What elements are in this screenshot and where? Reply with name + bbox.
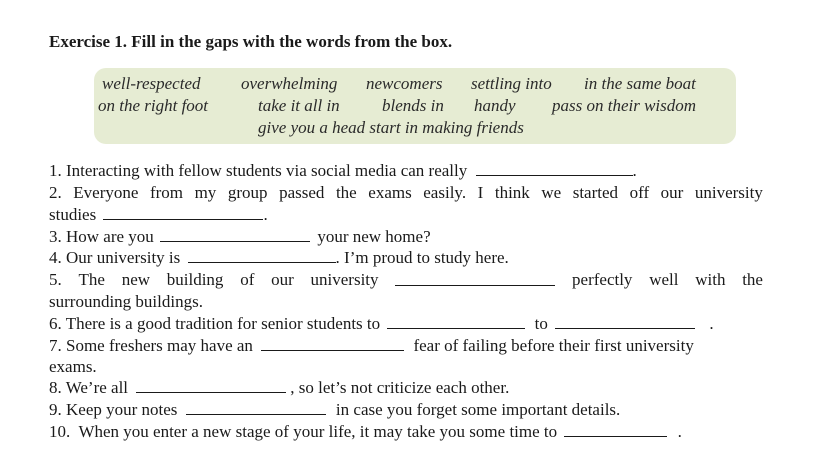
sentence-text: , so let’s not criticize each other. [290,378,510,397]
sentence-text: studies [49,205,97,224]
sentence-text: 10. When you enter a new stage of your life, it may take you some time to [49,422,558,441]
sentence-text: . [632,161,637,180]
answer-blank[interactable] [103,205,263,220]
sentence-word: 2. [49,183,62,202]
sentence-word: started [572,183,619,202]
sentence-word: perfectly [572,270,633,289]
sentence-word: Everyone [73,183,139,202]
sentence-1 [49,161,763,181]
word-box-word: blends in [382,96,444,115]
answer-blank[interactable] [160,227,310,242]
word-box-word: give you a head start in making friends [258,118,524,137]
sentence-word: my [194,183,217,202]
sentence-word: think [494,183,530,202]
sentence-text: surrounding buildings. [49,292,203,311]
sentence-text: . [263,205,268,224]
sentence-text: to [534,314,548,333]
sentence-word: group [227,183,268,202]
sentence-word: university [694,183,763,202]
sentence-2 [49,183,763,203]
word-box-word: well-respected [102,74,201,93]
sentence-word: exams [368,183,412,202]
answer-blank[interactable] [136,378,286,393]
answer-blank[interactable] [186,400,326,415]
sentence-text: 9. Keep your notes [49,400,178,419]
sentence-text: exams. [49,357,97,376]
sentence-word: the [335,183,357,202]
answer-blank[interactable] [188,248,336,263]
sentence-text: 4. Our university is [49,248,181,267]
sentence-word: from [149,183,184,202]
sentence-word: passed [279,183,325,202]
sentence-4 [49,248,763,268]
word-box-word: newcomers [366,74,443,93]
sentence-word: The [78,270,105,289]
answer-blank[interactable] [555,314,695,329]
sentence-9 [49,400,763,420]
word-box-word: take it all in [258,96,340,115]
sentence-text: your new home? [317,227,431,246]
sentence-text: . [677,422,682,441]
word-box-word: pass on their wisdom [552,96,697,115]
answer-blank[interactable] [564,422,667,437]
sentence-text: . I’m proud to study here. [335,248,509,267]
sentence-word: building [166,270,224,289]
sentence-8 [49,378,763,398]
sentence-word: our [660,183,684,202]
sentence-5 [49,270,763,290]
sentence-word: university [310,270,379,289]
sentence-text: . [709,314,714,333]
word-box-word: in the same boat [584,74,696,93]
sentence-text: in case you forget some important details. [335,400,621,419]
sentence-word: of [240,270,255,289]
sentence-word: easily. [423,183,467,202]
sentence-2-cont [49,205,763,225]
word-box-word: overwhelming [241,74,338,93]
answer-blank[interactable] [476,161,633,176]
sentence-word: the [742,270,763,289]
sentence-word: I [477,183,484,202]
sentence-word: off [629,183,650,202]
exercise-title: Exercise 1. Fill in the gaps with the words from the box. [49,32,453,51]
answer-blank[interactable] [387,314,525,329]
sentence-text: 1. Interacting with fellow students via social media can really [49,161,468,180]
sentence-word: our [271,270,294,289]
sentence-7 [49,336,763,356]
word-box-word: on the right foot [98,96,209,115]
sentence-word: we [541,183,562,202]
sentence-text: 8. We’re all [49,378,129,397]
sentence-word: with [695,270,726,289]
answer-blank[interactable] [395,271,555,286]
sentence-text: 3. How are you [49,227,154,246]
sentence-word: well [649,270,679,289]
sentence-6 [49,314,763,334]
sentence-text: fear of failing before their first university [413,336,694,355]
answer-blank[interactable] [261,336,404,351]
sentence-word: 5. [49,270,62,289]
sentence-3 [49,227,763,247]
sentence-text: 6. There is a good tradition for senior students to [49,314,381,333]
sentence-5-cont [49,292,763,312]
sentence-word: new [121,270,151,289]
word-box-word: settling into [471,74,552,93]
sentence-7-cont [49,357,763,377]
word-box-word: handy [474,96,516,115]
sentence-10 [49,422,763,442]
sentence-text: 7. Some freshers may have an [49,336,253,355]
